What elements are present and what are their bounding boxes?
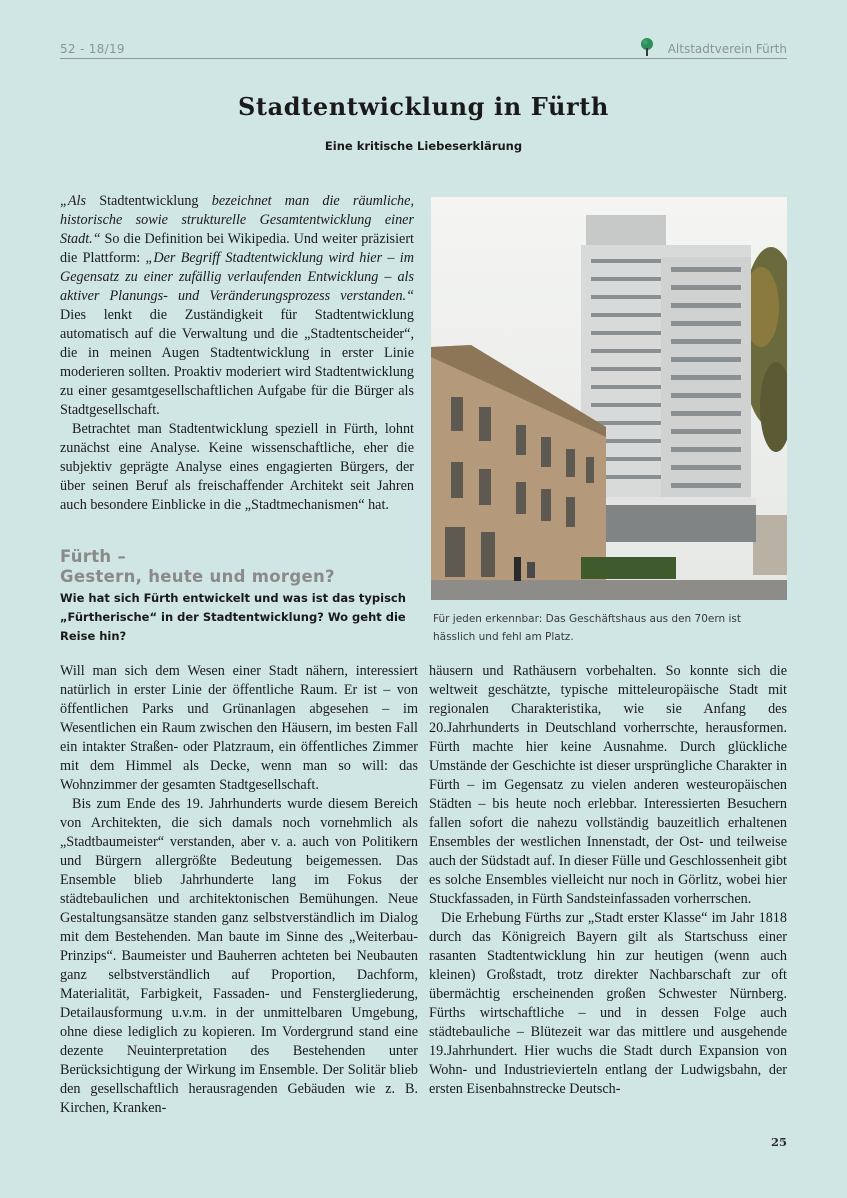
article-photo	[431, 197, 787, 600]
publisher-name: Altstadtverein Fürth	[667, 42, 787, 56]
intro-paragraph-2: Betrachtet man Stadtentwicklung speziell in Fürth, lohnt zunächst eine Analyse. Keine wissenschaftliche, eher die subjektiv geprägte Analyse eines engagierten Bürgers, der über seinen Beruf als freischaffender Architekt seit Jahren auch besondere Einblicke in die „Stadtmechanismen“ hat.	[60, 421, 414, 513]
section-heading-line-2: Gestern, heute und morgen?	[60, 567, 335, 586]
article-subtitle: Eine kritische Liebeserklärung	[324, 139, 523, 153]
issue-number: 52 - 18/19	[60, 42, 125, 56]
highrise-building	[581, 215, 756, 542]
street-scene-illustration	[431, 197, 787, 600]
section-heading	[60, 547, 420, 587]
photo-caption: Für jeden erkennbar: Das Geschäftshaus aus den 70ern ist hässlich und fehl am Platz.	[433, 613, 742, 643]
body-paragraph: Bis zum Ende des 19. Jahrhunderts wurde diesem Bereich von Architekten, die sich damals noch vornehmlich als „Stadtbaumeister“ verstanden, aber v. a. auch von Politikern und Bürgern allergrößte Bedeutung beigemessen. Das Ensemble blieb Jahrhunderte lang im Fokus der städtebaulichen und architektonischen Bemühungen. Neue Gestaltungsansätze standen ganz selbstverständlich im Dialog mit dem Bestehenden. Man baute im Sinne des „Weiterbau-Prinzips“. Baumeister und Bauherren achteten bei Neubauten ganz selbstverständlich auf Proportion, Dachform, Materialität, Farbigkeit, Fassaden- und Fenstergliederung, Detailausformung u.v.m. in der unmittelbaren Umgebung, ohne diese lediglich zu kopieren. Im Vordergrund stand eine dezente Neuinterpretation des Bestehenden unter Berücksichtigung der Wirkung im Ensemble. Der Solitär blieb den gesellschaftlich herausragenden Gebäuden wie z. B. Kirchen, Kranken-	[60, 796, 418, 1116]
quote-start: „Als	[60, 193, 87, 209]
tree-logo-icon	[639, 37, 655, 57]
intro-text-segment: Dies lenkt die Zuständigkeit für Stadtentwicklung automatisch auf die Verwaltung und die „Stadtentscheider“, die in meinen Augen Stadtentwicklung in erster Linie moderieren sollten. Proaktiv moderiert wird Stadtentwicklung zu einer gesamtgesellschaftlichen Aufgabe für die Bürger als Stadtgesellschaft.	[60, 307, 414, 418]
section-heading-line-1: Fürth –	[60, 547, 127, 566]
intro-paragraph-1	[60, 192, 414, 420]
body-column-left	[60, 662, 418, 1118]
quote-platform: „Der Begriff Stadtentwicklung wird hier – im Gegensatz zu einer zufällig verlaufenden Entwicklung – als aktiver Planungs- und Veränderungsprozess verstanden.“	[60, 250, 414, 304]
section-question: Wie hat sich Fürth entwickelt und was ist das typisch „Fürtherische“ in der Stadtentwicklung? Wo geht die Reise hin?	[60, 591, 406, 643]
body-column-right	[429, 662, 787, 1099]
body-paragraph: Will man sich dem Wesen einer Stadt nähern, interessiert natürlich in erster Linie der öffentliche Raum. Er ist – von öffentlichen Parks und Grünanlagen abgesehen – im Wesentlichen ein Raum zwischen den Häusern, im besten Fall ein intakter Straßen- oder Platzraum, ein öffentliches Zimmer mit dem Himmel als Decke, wenn man so will: das Wohnzimmer der gesamten Stadtgesellschaft.	[60, 663, 418, 793]
intro-term: Stadtentwicklung	[86, 193, 212, 209]
intro-text	[60, 192, 414, 515]
header-divider	[60, 58, 787, 59]
intro-text-segment: So die Definition bei Wikipedia. Und weiter präzisiert die Plattform:	[60, 231, 414, 266]
body-paragraph: Die Erhebung Fürths zur „Stadt erster Klasse“ im Jahr 1818 durch das Königreich Bayern gilt als Startschuss einer rasanten Stadtentwicklung hin zur heutigen (wenn auch kleinen) Großstadt, trotz direkter Nachbarschaft zur oft übermächtig erscheinenden großen Schwester Nürnberg. Fürths wirtschaftliche – und in dessen Folge auch städtebauliche – Blütezeit war das mittlere und ausgehende 19.Jahrhundert. Hier wuchs die Stadt durch Expansion von Wohn- und Industrievierteln entlang der Ludwigsbahn, der ersten Eisenbahnstrecke Deutsch-	[429, 910, 787, 1097]
page-number: 25	[770, 1135, 787, 1149]
article-title: Stadtentwicklung in Fürth	[238, 92, 609, 121]
body-paragraph: häusern und Rathäusern vorbehalten. So konnte sich die weltweit geschätzte, typische mitteleuropäische Stadt mit regionalen Charakteristika, wie sie Anfang des 20.Jahrhunderts in Deutschland vorherrschte, herausformen. Fürth machte hier keine Ausnahme. Durch glückliche Umstände der Geschichte ist dieser ursprüngliche Charakter in Fürth – im Gegensatz zu vielen anderen westeuropäischen Städten – bis heute noch erlebbar. Interessierten Besuchern fallen sofort die nahezu vollständig bauzeitlich erhaltenen Ensembles der westlichen Innenstadt, der Ost- und teilweise auch der Südstadt auf. In dieser Fülle und Geschlossenheit gibt es solche Ensembles vielleicht nur noch in Görlitz, wobei hier Stuckfassaden, in Fürth Sandsteinfassaden vorherrschen.	[429, 663, 787, 907]
quote-definition: bezeichnet man die räumliche, historische sowie strukturelle Gesamtentwicklung einer Stadt.“	[60, 193, 414, 247]
